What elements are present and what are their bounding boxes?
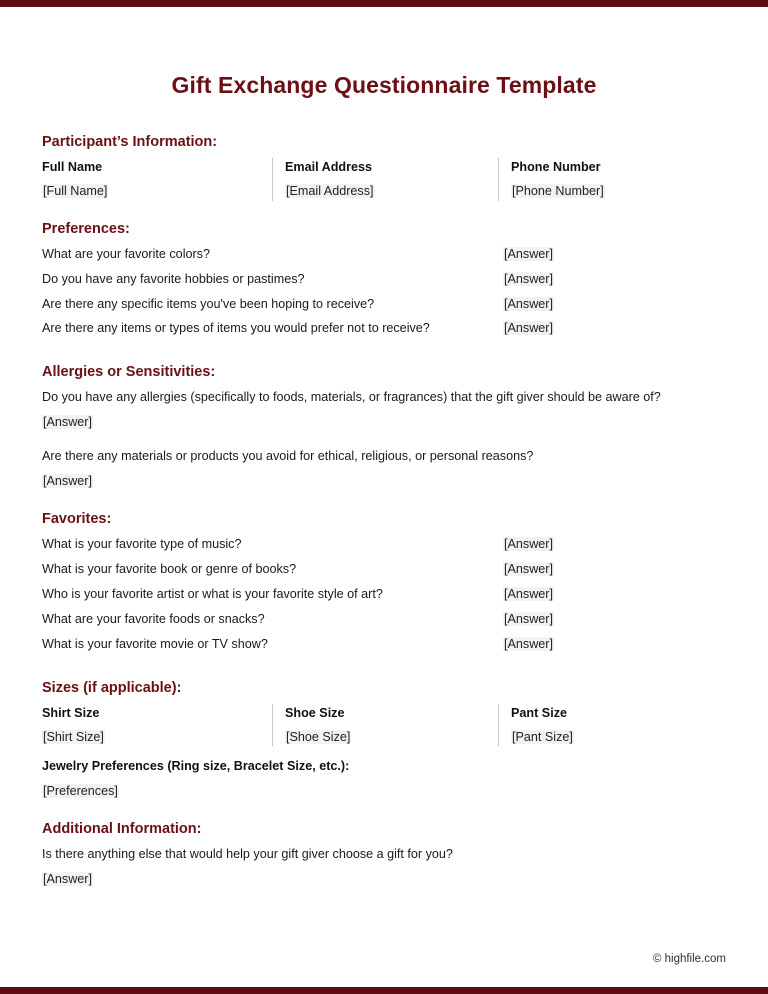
answer-placeholder: [Answer]	[504, 636, 553, 651]
jewelry-preferences-label: Jewelry Preferences (Ring size, Bracelet Size, etc.):	[42, 759, 350, 774]
field-value-placeholder: [Pant Size]	[512, 729, 573, 744]
field-value-placeholder: [Shoe Size]	[286, 729, 351, 744]
question-text: Are there any materials or products you avoid for ethical, religious, or personal reasons?	[42, 449, 534, 464]
answer-placeholder: [Answer]	[504, 562, 553, 577]
spacer	[42, 201, 726, 220]
spacer	[42, 344, 726, 363]
section-heading-additional: Additional Information:	[42, 820, 202, 837]
field-label: Full Name	[42, 160, 103, 175]
spacer	[42, 99, 726, 133]
field-value[interactable]	[42, 182, 262, 200]
field-phone-number	[498, 158, 726, 201]
section-allergies	[42, 363, 726, 491]
field-value-placeholder: [Shirt Size]	[43, 729, 104, 744]
field-label: Pant Size	[511, 705, 567, 720]
section-heading-sizes: Sizes (if applicable):	[42, 679, 182, 696]
sizes-fields-row	[42, 704, 726, 747]
question-text: What are your favorite colors?	[42, 246, 210, 261]
answer-field[interactable]	[42, 472, 726, 491]
field-value-placeholder: [Full Name]	[43, 184, 108, 199]
section-preferences	[42, 220, 726, 339]
field-label: Shirt Size	[42, 705, 100, 720]
question-text: What is your favorite book or genre of books?	[42, 562, 297, 577]
question-row	[42, 560, 726, 579]
question-row	[42, 245, 726, 264]
answer-placeholder: [Answer]	[43, 872, 92, 886]
section-heading-preferences: Preferences:	[42, 220, 130, 237]
question-text: Do you have any allergies (specifically to foods, materials, or fragrances) that the gift giver should be aware of?	[42, 390, 661, 405]
field-value[interactable]	[511, 182, 716, 200]
question-row	[42, 319, 726, 338]
answer-field[interactable]	[503, 245, 554, 264]
document-body	[0, 7, 768, 987]
field-label: Phone Number	[511, 160, 601, 175]
answer-field[interactable]	[503, 270, 554, 289]
answer-placeholder: [Answer]	[504, 321, 553, 336]
field-value[interactable]	[42, 728, 262, 746]
answer-field[interactable]	[503, 635, 554, 654]
spacer	[42, 660, 726, 679]
field-full-name	[42, 158, 272, 201]
field-email-address	[272, 158, 498, 201]
question-row	[42, 610, 726, 629]
answer-field[interactable]	[42, 870, 726, 889]
spacer	[42, 491, 726, 510]
field-value[interactable]	[285, 728, 488, 746]
question-text: Is there anything else that would help your gift giver choose a gift for you?	[42, 847, 453, 862]
answer-placeholder: [Answer]	[504, 271, 553, 286]
answer-field[interactable]	[503, 535, 554, 554]
field-value-placeholder: [Email Address]	[286, 184, 374, 199]
question-text: What is your favorite movie or TV show?	[42, 636, 268, 651]
jewelry-preferences-placeholder: [Preferences]	[43, 784, 118, 799]
jewelry-preferences-field[interactable]	[42, 782, 726, 801]
answer-field[interactable]	[42, 413, 726, 432]
answer-placeholder: [Answer]	[504, 537, 553, 552]
footer-credit: © highfile.com	[652, 953, 726, 965]
section-additional-information	[42, 820, 726, 889]
question-row	[42, 295, 726, 314]
answer-placeholder: [Answer]	[504, 611, 553, 626]
answer-field[interactable]	[503, 319, 554, 338]
question-row	[42, 585, 726, 604]
question-row	[42, 635, 726, 654]
field-label: Email Address	[285, 160, 373, 175]
field-shoe-size	[272, 704, 498, 747]
field-pant-size	[498, 704, 726, 747]
answer-placeholder: [Answer]	[504, 586, 553, 601]
field-label: Shoe Size	[285, 705, 345, 720]
spacer	[42, 801, 726, 820]
section-favorites	[42, 510, 726, 654]
section-sizes	[42, 679, 726, 801]
question-text: What is your favorite type of music?	[42, 537, 242, 552]
field-value[interactable]	[511, 728, 716, 746]
top-accent-rule	[0, 0, 768, 7]
participant-fields-row	[42, 158, 726, 201]
spacer	[42, 432, 726, 447]
answer-field[interactable]	[503, 585, 554, 604]
answer-placeholder: [Answer]	[504, 246, 553, 261]
section-participant-information	[42, 133, 726, 201]
section-heading-participant: Participant’s Information:	[42, 134, 218, 150]
answer-field[interactable]	[503, 560, 554, 579]
answer-placeholder: [Answer]	[43, 415, 92, 430]
question-row	[42, 535, 726, 554]
question-row	[42, 270, 726, 289]
page-title: Gift Exchange Questionnaire Template	[171, 72, 597, 98]
question-text: Are there any specific items you've been hoping to receive?	[42, 296, 375, 311]
question-text: Who is your favorite artist or what is your favorite style of art?	[42, 586, 383, 601]
field-value[interactable]	[285, 182, 488, 200]
field-value-placeholder: [Phone Number]	[512, 184, 604, 199]
answer-placeholder: [Answer]	[504, 296, 553, 311]
spacer	[42, 746, 726, 757]
answer-placeholder: [Answer]	[43, 474, 92, 489]
answer-field[interactable]	[503, 610, 554, 629]
answer-field[interactable]	[503, 295, 554, 314]
bottom-accent-rule	[0, 987, 768, 994]
field-shirt-size	[42, 704, 272, 747]
section-heading-favorites: Favorites:	[42, 511, 112, 527]
question-text: What are your favorite foods or snacks?	[42, 611, 265, 626]
question-text: Do you have any favorite hobbies or pastimes?	[42, 271, 305, 286]
question-text: Are there any items or types of items you would prefer not to receive?	[42, 321, 430, 336]
section-heading-allergies: Allergies or Sensitivities:	[42, 364, 216, 381]
